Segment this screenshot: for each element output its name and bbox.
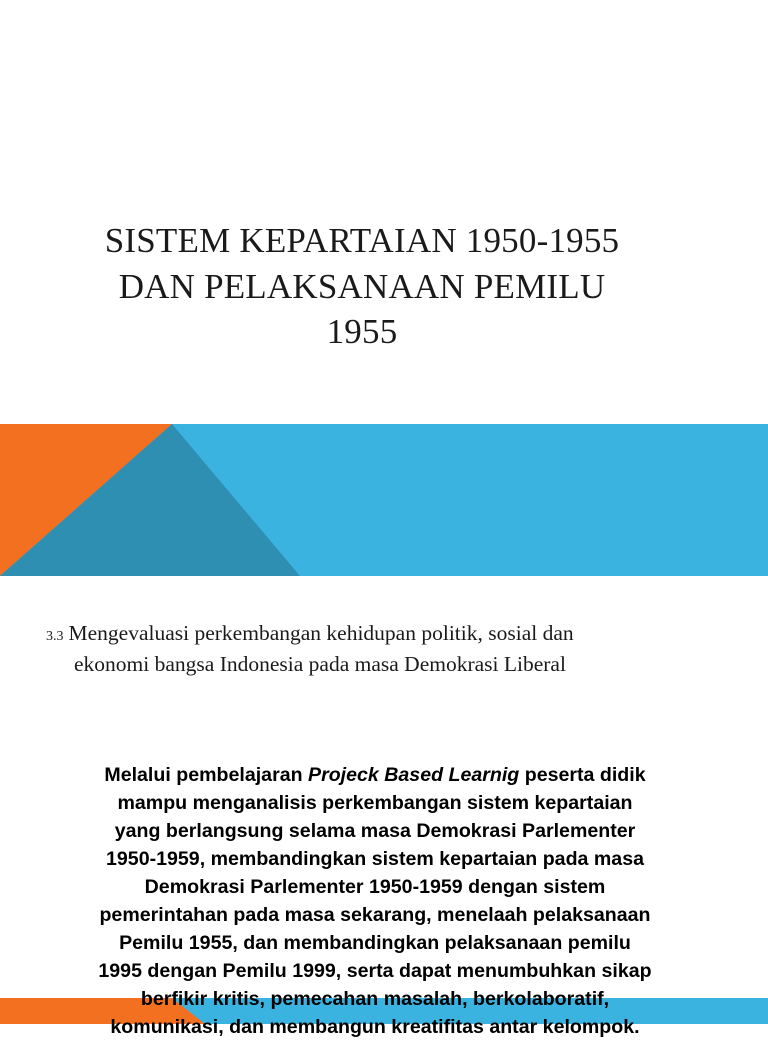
objective-line-3: yang berlangsung selama masa Demokrasi Parlementer xyxy=(114,820,636,842)
objective-line-9: berfikir kritis, pemecahan masalah, berkolaboratif, xyxy=(140,988,610,1010)
objective-suffix: peserta didik xyxy=(519,764,646,786)
objective-line-2: mampu menganalisis perkembangan sistem kepartaian xyxy=(117,792,633,814)
objective-line-4: 1950-1959, membandingkan sistem kepartaian pada masa xyxy=(106,848,644,870)
slide-title xyxy=(40,218,684,355)
competency-text-1: Mengevaluasi perkembangan kehidupan politik, sosial dan xyxy=(68,621,574,645)
objective-line-7: Pemilu 1955, dan membandingkan pelaksanaan pemilu xyxy=(119,932,631,954)
objective-prefix: Melalui pembelajaran xyxy=(104,764,309,786)
title-line-1: SISTEM KEPARTAIAN 1950-1955 xyxy=(104,221,620,260)
learning-objective xyxy=(20,761,730,1041)
objective-line-8: 1995 dengan Pemilu 1999, serta dapat menumbuhkan sikap xyxy=(98,960,652,982)
competency-number: 3.3 xyxy=(46,629,64,644)
competency-line-2: ekonomi bangsa Indonesia pada masa Demokrasi Liberal xyxy=(74,652,566,676)
objective-line-10: komunikasi, dan membangun kreatifitas antar kelompok. xyxy=(110,1016,640,1038)
decorative-banner-top xyxy=(0,424,768,576)
objective-method: Projeck Based Learnig xyxy=(308,764,520,786)
objective-line-5: Demokrasi Parlementer 1950-1959 dengan sistem xyxy=(144,876,606,898)
title-line-3: 1955 xyxy=(326,312,398,351)
title-line-2: DAN PELAKSANAAN PEMILU xyxy=(118,266,606,306)
competency-line-1 xyxy=(46,618,574,652)
objective-line-1 xyxy=(20,761,730,789)
objective-line-6: pemerintahan pada masa sekarang, menelaah pelaksanaan xyxy=(99,904,651,926)
